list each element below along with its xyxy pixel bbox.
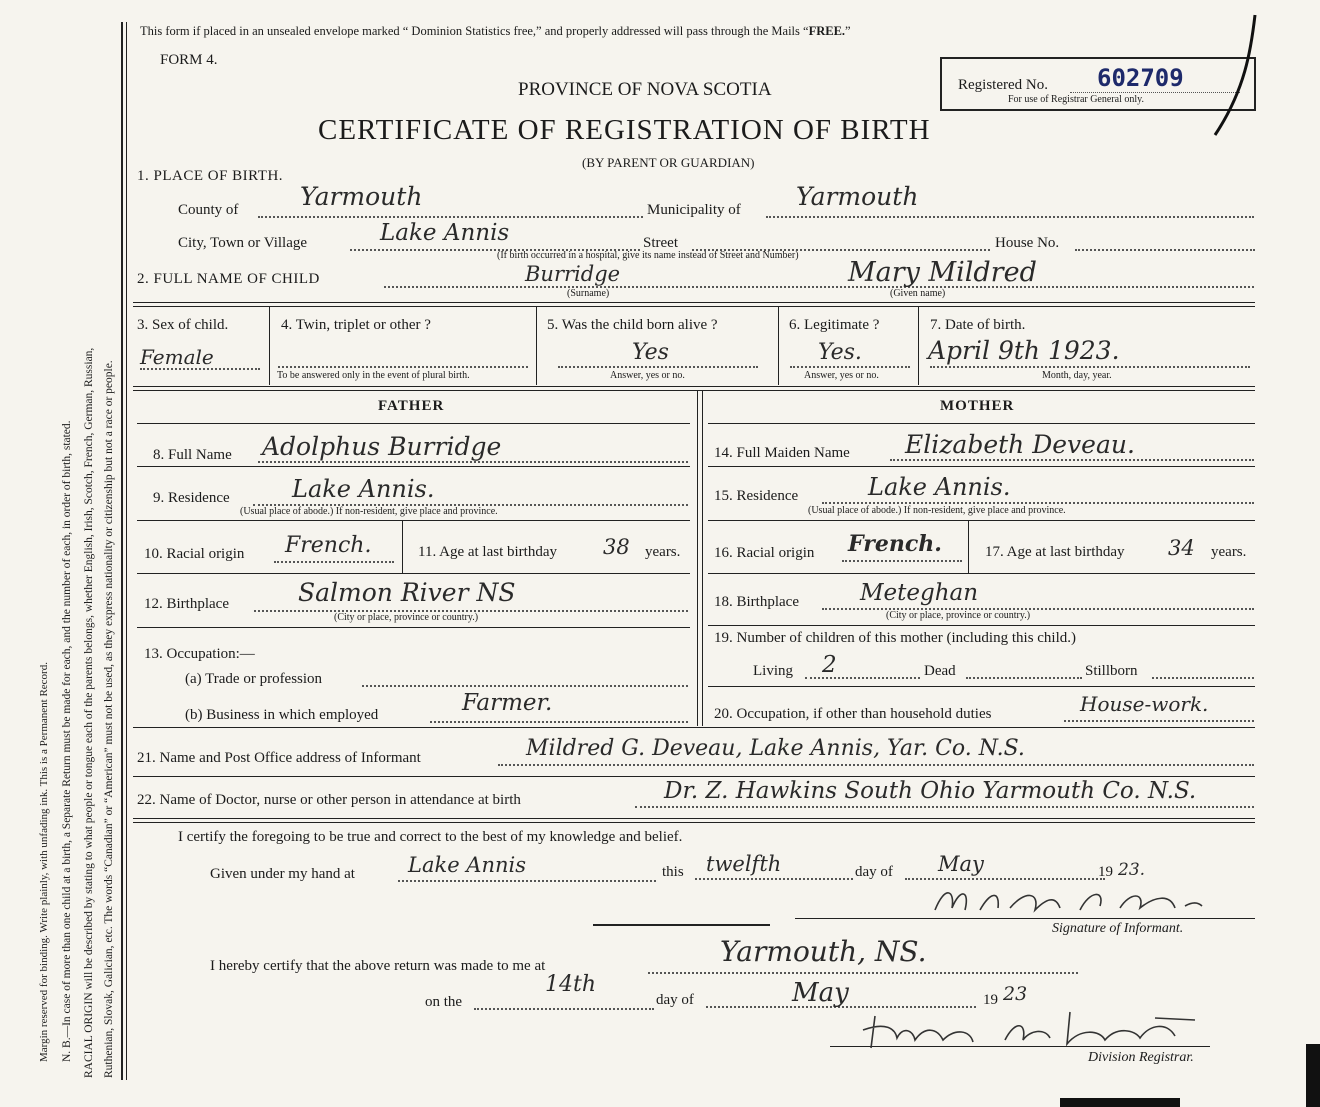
division-registrar-caption: Division Registrar. <box>1088 1050 1194 1065</box>
child-name-line <box>384 286 1254 288</box>
certificate-subtitle: (BY PARENT OR GUARDIAN) <box>582 155 755 170</box>
mother-residence-note: (Usual place of abode.) If non-resident, give place and province. <box>808 505 1066 516</box>
dead-label: Dead <box>924 663 956 679</box>
municipality-label: Municipality of <box>647 202 741 218</box>
mother-birthplace-note: (City or place, province or country.) <box>886 610 1031 621</box>
given-name-caption: (Given name) <box>890 288 946 299</box>
doctor-label: 22. Name of Doctor, nurse or other person in attendance at birth <box>137 792 521 808</box>
row3-divider-2 <box>536 307 537 385</box>
child-given-name: Mary Mildred <box>848 257 1037 288</box>
doctor-line <box>635 806 1254 808</box>
parents-center-divider-b <box>702 391 703 726</box>
informant-label: 21. Name and Post Office address of Informant <box>137 750 421 766</box>
divider-after-doctor <box>133 818 1255 823</box>
registrar-note: For use of Registrar General only. <box>1008 94 1144 105</box>
county-line <box>258 216 643 218</box>
margin-note-multiple-births: N. B.—In case of more than one child at a birth, a Separate Return must be made for each, and the number of each, in order of birth, stated. <box>61 420 73 1062</box>
province-heading: PROVINCE OF NOVA SCOTIA <box>518 79 772 100</box>
mother-residence-line <box>822 502 1254 504</box>
father-rule-3 <box>137 573 690 574</box>
given-place-line <box>398 880 656 882</box>
day-value: twelfth <box>706 852 782 876</box>
mother-age-years: years. <box>1211 544 1247 560</box>
informant-signature <box>930 880 1210 922</box>
child-name-label: 2. FULL NAME OF CHILD <box>137 271 320 287</box>
legitimate-line <box>790 366 910 368</box>
father-name-value: Adolphus Burridge <box>262 432 502 461</box>
mother-racial-divider <box>968 521 969 573</box>
sex-label: 3. Sex of child. <box>137 317 229 333</box>
mother-name-line <box>890 459 1254 461</box>
trade-line <box>362 685 688 687</box>
place-of-birth-heading: 1. PLACE OF BIRTH. <box>137 168 284 184</box>
day-of-label: day of <box>855 864 893 880</box>
house-number-line <box>1075 249 1255 251</box>
return-label: I hereby certify that the above return was made to me at <box>210 958 546 974</box>
municipality-line <box>766 216 1254 218</box>
business-line <box>430 721 688 723</box>
scan-corner-mark <box>1060 1098 1180 1107</box>
father-rule-4 <box>137 627 690 628</box>
mother-rule-1 <box>708 466 1255 467</box>
dob-label: 7. Date of birth. <box>930 317 1026 333</box>
row3-divider-1 <box>269 307 270 385</box>
street-label: Street <box>643 235 678 251</box>
twin-line <box>278 366 528 368</box>
doctor-value: Dr. Z. Hawkins South Ohio Yarmouth Co. N.S. <box>664 778 1197 804</box>
father-racial-divider <box>402 521 403 573</box>
return-year-value: 23 <box>1003 983 1028 1005</box>
year-value: 23. <box>1118 860 1146 880</box>
registry-pen-stroke <box>1205 10 1265 140</box>
municipality-value: Yarmouth <box>796 182 919 211</box>
living-label: Living <box>753 663 793 679</box>
mother-occupation-value: House-work. <box>1080 692 1209 716</box>
informant-value: Mildred G. Deveau, Lake Annis, Yar. Co. N.S. <box>526 736 1025 761</box>
surname-caption: (Surname) <box>567 288 610 299</box>
mother-occupation-line <box>1064 720 1254 722</box>
mother-age-label: 17. Age at last birthday <box>985 544 1125 560</box>
sex-value: Female <box>140 345 214 369</box>
father-birthplace-label: 12. Birthplace <box>144 596 229 612</box>
mother-heading-rule <box>708 423 1255 424</box>
dob-line <box>930 366 1250 368</box>
trade-label: (a) Trade or profession <box>185 671 323 687</box>
mother-racial-value: French. <box>848 531 942 557</box>
this-label: this <box>662 864 684 880</box>
certificate-title: CERTIFICATE OF REGISTRATION OF BIRTH <box>318 114 931 146</box>
dob-caption: Month, day, year. <box>1042 370 1112 381</box>
father-age-label: 11. Age at last birthday <box>418 544 557 560</box>
month-value: May <box>938 852 984 876</box>
city-value: Lake Annis <box>380 220 510 246</box>
divider-before-parents <box>133 386 1255 391</box>
father-racial-line <box>274 561 394 563</box>
county-label: County of <box>178 202 239 218</box>
mother-rule-3 <box>708 573 1255 574</box>
on-the-label: on the <box>425 994 463 1010</box>
form-number: FORM 4. <box>160 52 218 68</box>
mother-residence-value: Lake Annis. <box>868 473 1011 501</box>
scan-edge-mark <box>1306 1044 1320 1107</box>
stillborn-label: Stillborn <box>1085 663 1138 679</box>
father-age-years: years. <box>645 544 681 560</box>
business-label: (b) Business in which employed <box>185 707 379 723</box>
return-day-line <box>474 1008 654 1010</box>
street-note: (If birth occurred in a hospital, give its name instead of Street and Number) <box>497 250 799 261</box>
mother-residence-label: 15. Residence <box>714 488 799 504</box>
occupation-label: 13. Occupation:— <box>144 646 255 662</box>
living-value: 2 <box>822 652 837 678</box>
frame-left-border-inner <box>126 22 127 1080</box>
mother-name-label: 14. Full Maiden Name <box>714 445 850 461</box>
row3-divider-3 <box>778 307 779 385</box>
return-place-line <box>648 972 1078 974</box>
divider-after-parents <box>133 727 1255 728</box>
alive-line <box>558 366 758 368</box>
sex-line <box>140 368 260 370</box>
mother-birthplace-label: 18. Birthplace <box>714 594 799 610</box>
alive-value: Yes <box>632 340 669 365</box>
divider-after-informant <box>133 776 1255 777</box>
county-value: Yarmouth <box>300 182 423 211</box>
signature-of-informant-caption: Signature of Informant. <box>1052 921 1184 936</box>
legitimate-caption: Answer, yes or no. <box>804 370 879 381</box>
father-rule-2 <box>137 520 690 521</box>
frame-left-border <box>121 22 123 1080</box>
twin-label: 4. Twin, triplet or other ? <box>281 317 431 333</box>
mother-racial-label: 16. Racial origin <box>714 545 815 561</box>
separator-rule <box>593 924 770 926</box>
father-name-label: 8. Full Name <box>153 447 232 463</box>
mother-age-value: 34 <box>1168 536 1195 560</box>
divider-after-child-name <box>133 302 1255 307</box>
business-value: Farmer. <box>462 690 553 716</box>
alive-caption: Answer, yes or no. <box>610 370 685 381</box>
return-place-value: Yarmouth, NS. <box>720 935 927 968</box>
day-line <box>695 878 853 880</box>
stillborn-line <box>1152 677 1254 679</box>
dead-line <box>966 677 1082 679</box>
mother-name-value: Elizabeth Deveau. <box>905 430 1135 459</box>
father-racial-label: 10. Racial origin <box>144 546 245 562</box>
house-number-label: House No. <box>995 235 1060 251</box>
father-rule-1 <box>137 466 690 467</box>
margin-note-binding: Margin reserved for binding. Write plainly, with unfading ink. This is a Permanent Record. <box>38 662 50 1062</box>
given-label: Given under my hand at <box>210 866 355 882</box>
mother-rule-4 <box>708 625 1255 626</box>
registrar-signature <box>855 1008 1200 1050</box>
father-heading-rule <box>137 423 690 424</box>
father-birthplace-note: (City or place, province or country.) <box>334 612 479 623</box>
father-racial-value: French. <box>285 533 372 558</box>
child-surname: Burridge <box>525 262 621 286</box>
legitimate-value: Yes. <box>818 340 862 365</box>
registered-label: Registered No. <box>958 77 1048 93</box>
mother-rule-2 <box>708 520 1255 521</box>
given-place-value: Lake Annis <box>408 853 527 877</box>
children-count-label: 19. Number of children of this mother (including this child.) <box>714 630 1077 646</box>
father-heading: FATHER <box>378 398 445 414</box>
mother-rule-5 <box>708 686 1255 687</box>
father-residence-value: Lake Annis. <box>292 475 435 503</box>
dob-value: April 9th 1923. <box>928 336 1120 365</box>
return-day-of-label: day of <box>656 992 694 1008</box>
certify-statement: I certify the foregoing to be true and correct to the best of my knowledge and belief. <box>178 829 683 845</box>
mail-notice: This form if placed in an unsealed envelope marked “ Dominion Statistics free,” and properly addressed will pass through the Mails “FREE.” <box>140 24 851 38</box>
margin-note-racial-origin: RACIAL ORIGIN will be described by stating to what people or tongue each of the parents belongs, whether English, Irish, Scotch, French, German, Russian, <box>83 347 95 1078</box>
return-year-prefix: 19 <box>983 992 998 1008</box>
return-month-value: May <box>792 978 849 1008</box>
father-residence-note: (Usual place of abode.) If non-resident, give place and province. <box>240 506 498 517</box>
father-residence-label: 9. Residence <box>153 490 230 506</box>
father-name-line <box>258 461 688 463</box>
father-age-value: 38 <box>603 535 630 559</box>
father-birthplace-value: Salmon River NS <box>298 578 516 607</box>
mother-racial-line <box>842 560 962 562</box>
alive-label: 5. Was the child born alive ? <box>547 317 718 333</box>
informant-line <box>498 764 1254 766</box>
year-prefix: 19 <box>1098 864 1113 880</box>
registered-number: 602709 <box>1097 64 1184 92</box>
margin-note-racial-origin-cont: Ruthenian, Slovak, Galician, etc. The words “Canadian” or “American” must not be used, as they express nationality or citizenship but not a race or people. <box>103 360 115 1078</box>
row3-divider-4 <box>918 307 919 385</box>
legitimate-label: 6. Legitimate ? <box>789 317 880 333</box>
mother-occupation-label: 20. Occupation, if other than household duties <box>714 706 992 722</box>
city-label: City, Town or Village <box>178 235 308 251</box>
parents-center-divider-a <box>697 391 698 726</box>
mother-birthplace-value: Meteghan <box>860 580 979 606</box>
return-day-value: 14th <box>545 972 597 997</box>
mother-heading: MOTHER <box>940 398 1015 414</box>
twin-note: To be answered only in the event of plural birth. <box>277 370 470 381</box>
